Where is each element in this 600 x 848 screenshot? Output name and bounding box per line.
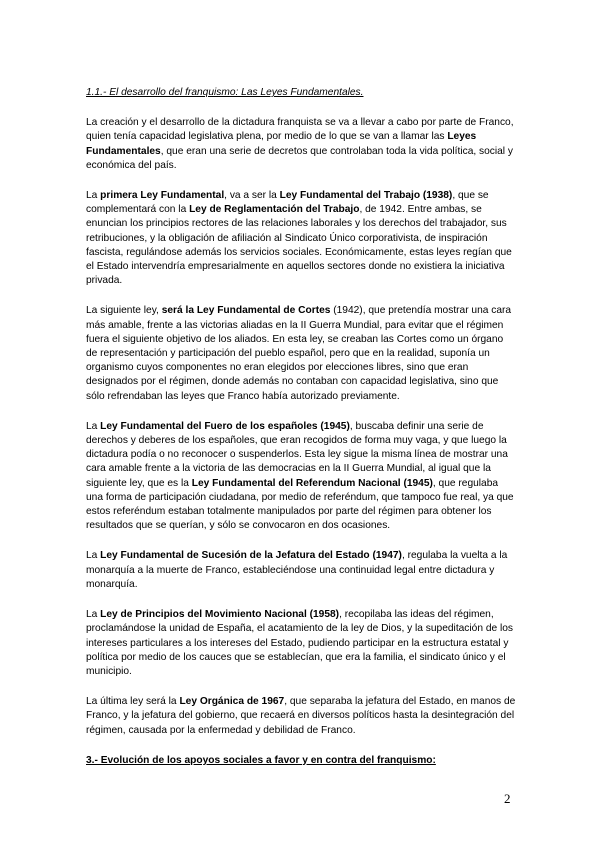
- bold-term: Ley Fundamental del Referendum Nacional (1945): [191, 477, 433, 489]
- paragraph-ley-sucesion: [86, 549, 516, 592]
- next-section-heading: 3.- Evolución de los apoyos sociales a favor y en contra del franquismo:: [86, 754, 436, 766]
- paragraph-ley-trabajo: [86, 189, 516, 288]
- bold-term: Leyes Fundamentales: [86, 131, 477, 157]
- bold-term: Ley de Principios del Movimiento Nacional (1958): [100, 609, 340, 621]
- text: , buscaba definir una serie de derechos y deberes de los españoles, que eran recogidos de forma muy vaga, y que luego la dictadura podía o no reconocer o suspenderlos. Esta ley sigue la misma línea de mostrar una cara amable frente a la victoria de las democracias en la II Guerra Mundial, al igual que la siguiente ley, que es la: [86, 420, 508, 489]
- bold-term: Ley Orgánica de 1967: [179, 696, 285, 708]
- paragraph-fuero-espanoles: [86, 420, 516, 534]
- text: , que eran una serie de decretos que controlaban toda la vida política, social y económica del país.: [86, 145, 513, 171]
- paragraph-intro: [86, 116, 516, 173]
- bold-term: será la Ley Fundamental de Cortes: [161, 305, 331, 317]
- text: , regulaba la vuelta a la monarquía a la muerte de Franco, estableciéndose una continuidad legal entre dictadura y monarquía.: [86, 550, 508, 590]
- bold-term: Ley Fundamental del Fuero de los españoles (1945): [100, 420, 350, 432]
- text: La: [86, 609, 101, 621]
- text: La siguiente ley,: [86, 305, 162, 317]
- paragraph-principios-movimiento: [86, 608, 516, 679]
- text: La creación y el desarrollo de la dictadura franquista se va a llevar a cabo por parte de Franco, quien tenía capacidad legislativa plena, por medio de lo que se van a llamar las: [86, 117, 514, 143]
- text: , que se complementará con la: [86, 190, 489, 216]
- page-number: 2: [504, 791, 511, 806]
- text: , que regulaba una forma de participación ciudadana, por medio de referéndum, que tampoco fue real, ya que estos referéndum estaban totalmente manipulados por parte del régimen para obtener los resultados que se querían, y sólo se convocaron en dos ocasiones.: [86, 477, 514, 532]
- text: (1942), que pretendía mostrar una cara más amable, frente a las victorias aliadas en la II Guerra Mundial, para evitar que el régimen fuera el siguiente objetivo de los aliados. En esta ley, se creaban las Cortes como un órgano de representación y participación del pueblo español, pero que en la realidad, suponía un organismo cuyos componentes no eran elegidos por elecciones libres, sino que eran designados por el régimen, donde además no contaban con capacidad legislativa, sino que sólo refrendaban las leyes que Franco había autorizado previamente.: [86, 305, 512, 402]
- text: La última ley será la: [86, 696, 180, 708]
- text: , recopilaba las ideas del régimen, proclamándose la unidad de España, el acatamiento de la ley de Dios, y la supeditación de los intereses particulares a los intereses del Estado, pudiendo participar en la estructura estatal y política por medio de los cauces que se establecían, que era la familia, el sindicato único y el municipio.: [86, 609, 514, 677]
- text: , que separaba la jefatura del Estado, en manos de Franco, y la jefatura del gobierno, que recaerá en diversos políticos hasta la desintegración del régimen, causada por la enfermedad y debilidad de Franco.: [86, 696, 516, 736]
- text: La: [86, 420, 101, 432]
- section-heading: 1.1.- El desarrollo del franquismo: Las Leyes Fundamentales.: [86, 87, 364, 98]
- text: , va a ser la: [224, 190, 280, 202]
- text: La: [86, 190, 101, 202]
- paragraph-ley-cortes: [86, 304, 516, 403]
- bold-term: Ley de Reglamentación del Trabajo: [189, 204, 360, 216]
- text: La: [86, 550, 101, 562]
- text: , de 1942. Entre ambas, se enuncian los principios rectores de las relaciones laborales y los derechos del trabajador, sus retribuciones, y la obligación de afiliación al Sindicato Único corporativista, de inspiración fascista, regulándose además los servicios sociales. Económicamente, estas leyes regían que el Estado intervendría empresarialmente en aquellos sectores donde no existiera la iniciativa privada.: [86, 204, 512, 287]
- page-content: [86, 86, 516, 768]
- bold-term: Ley Fundamental del Trabajo (1938): [279, 190, 453, 202]
- bold-term: primera Ley Fundamental: [100, 190, 225, 202]
- paragraph-ley-organica: [86, 695, 516, 738]
- bold-term: Ley Fundamental de Sucesión de la Jefatura del Estado (1947): [100, 550, 402, 562]
